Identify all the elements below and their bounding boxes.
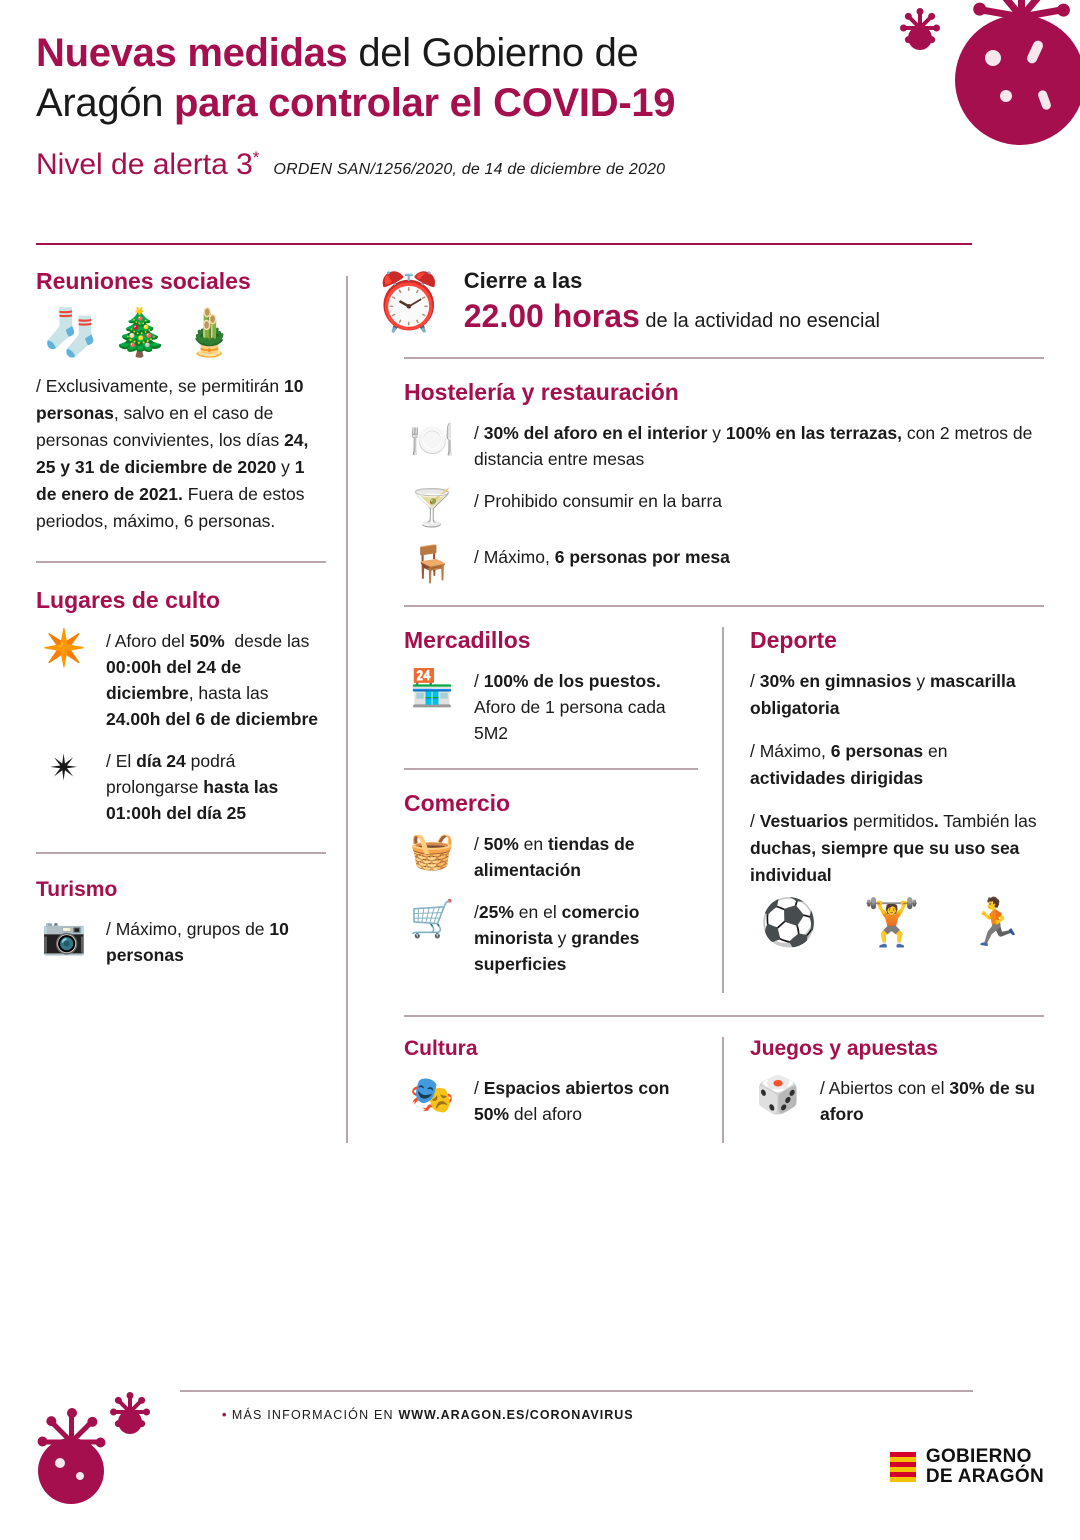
footer-note-prefix: MÁS INFORMACIÓN EN <box>231 1408 399 1422</box>
four-point-star-icon: ✴ <box>48 747 80 788</box>
bottom-split <box>374 1037 1044 1143</box>
section-title-cultura: Cultura <box>404 1037 478 1061</box>
page-title <box>36 28 876 128</box>
market-stall-icon: 🏪 <box>409 667 455 709</box>
left-divider-2 <box>36 852 326 854</box>
commerce-item-1-text: / 50% en tiendas de alimentación <box>474 834 635 881</box>
government-logo-line-1: GOBIERNO <box>925 1446 1032 1467</box>
page-header <box>36 28 876 182</box>
star-burst-icon: ✴️ <box>41 627 87 668</box>
left-divider-1 <box>36 561 326 563</box>
right-column <box>348 268 1044 1143</box>
camera-icon: 📷 <box>41 915 87 956</box>
section-title-deporte: Deporte <box>750 627 837 654</box>
alert-level-asterisk: * <box>252 148 260 167</box>
middle-left-column <box>374 627 722 993</box>
dice-stack-icon: 🎲 <box>755 1074 801 1116</box>
hospitality-item-2-text: / Prohibido consumir en la barra <box>474 491 723 511</box>
weightlifting-icon: 🏋️ <box>863 896 921 949</box>
middle-left-divider <box>404 768 698 770</box>
culture-item <box>404 1075 698 1127</box>
hospitality-item-1-text: / 30% del aforo en el interior y 100% en las terrazas, con 2 metros de distancia entre mesas <box>474 423 1033 469</box>
middle-split <box>374 627 1044 993</box>
government-logo-line-2: DE ARAGÓN <box>925 1466 1044 1487</box>
footer-note <box>222 1408 634 1422</box>
left-column <box>36 268 346 1143</box>
closing-line-2-rest: de la actividad no esencial <box>639 310 880 332</box>
gambling-text: / Abiertos con el 30% de su aforo <box>820 1078 1035 1125</box>
footer-url[interactable]: WWW.ARAGON.ES/CORONAVIRUS <box>398 1408 634 1422</box>
worship-item-2 <box>36 748 326 826</box>
worship-item-1-text: / Aforo del 50% desde las 00:00h del 24 de diciembre, hasta las 24.00h del 6 de diciembre <box>106 631 319 729</box>
closing-line-2 <box>464 298 880 335</box>
theatre-masks-icon: 🎭 <box>409 1074 455 1116</box>
section-title-juegos: Juegos y apuestas <box>750 1037 938 1061</box>
gambling-block <box>724 1037 1044 1143</box>
alert-level-text: Nivel de alerta 3 <box>36 148 253 181</box>
commerce-item-2 <box>404 899 698 977</box>
virus-illustration-bottom-left <box>10 1400 140 1540</box>
aragon-flag-icon <box>890 1452 916 1482</box>
section-title-lugares-de-culto: Lugares de culto <box>36 587 221 613</box>
right-divider-3 <box>404 1015 1044 1017</box>
section-title-reuniones-sociales: Reuniones sociales <box>36 268 251 294</box>
food-tray-icon: 🍽️ <box>409 419 455 460</box>
footer-bullet: • <box>222 1408 228 1422</box>
footer-divider <box>180 1390 973 1392</box>
shopping-cart-icon: 🛒 <box>409 898 455 940</box>
hospitality-item-3-text: / Máximo, 6 personas por mesa <box>474 546 730 567</box>
government-logo <box>890 1447 1044 1487</box>
gambling-item <box>750 1075 1044 1127</box>
culture-block <box>374 1037 722 1143</box>
title-plain-1: del Gobierno de <box>347 31 639 75</box>
sport-item-1: / 30% en gimnasios y mascarilla obligatoria <box>750 671 1016 719</box>
right-divider-2 <box>404 605 1044 607</box>
header-divider <box>36 243 972 245</box>
commerce-item-1 <box>404 831 698 883</box>
content-grid <box>36 268 1044 1143</box>
hospitality-item-1 <box>404 420 1044 472</box>
section-title-turismo: Turismo <box>36 878 118 901</box>
sport-illustrations <box>760 896 1044 949</box>
virus-illustration-small-top <box>890 8 950 68</box>
right-divider-1 <box>404 357 1044 359</box>
closing-line-1: Cierre a las <box>463 268 583 293</box>
markets-text: / 100% de los puestos. Aforo de 1 persona cada 5M2 <box>474 671 666 744</box>
title-plain-2: Aragón <box>36 81 174 125</box>
cocktail-icon: 🍸 <box>409 487 455 528</box>
soccer-ball-icon: ⚽ <box>760 896 818 949</box>
middle-right-column <box>724 627 1044 993</box>
sport-item-3: / Vestuarios permitidos. También las duchas, siempre que su uso sea individual <box>750 811 1037 886</box>
hospitality-block <box>374 379 1044 583</box>
sport-item-2: / Máximo, 6 personas en actividades dirigidas <box>750 741 948 789</box>
title-highlight-1: Nuevas medidas <box>36 31 348 75</box>
subtitle-row <box>36 148 876 182</box>
christmas-bauble-icon: 🎍 <box>180 306 238 358</box>
culture-text: / Espacios abiertos con 50% del aforo <box>474 1078 670 1125</box>
christmas-stocking-icon: 🧦 <box>42 306 100 358</box>
christmas-tree-icon: 🎄 <box>111 306 169 358</box>
virus-illustration-top-right <box>900 0 1080 220</box>
worship-item-2-text: / El día 24 podrá prolongarse hasta las 01:00h del día 25 <box>106 751 279 823</box>
title-highlight-2: para controlar el COVID-19 <box>174 81 676 125</box>
closing-time-value: 22.00 horas <box>463 298 640 334</box>
section-title-mercadillos: Mercadillos <box>404 627 531 654</box>
hospitality-item-3 <box>404 544 1044 584</box>
social-illustrations <box>42 306 326 358</box>
alarm-clock-icon: ⏰ <box>374 269 444 333</box>
section-title-hosteleria: Hostelería y restauración <box>404 379 679 405</box>
closing-time-banner <box>374 268 1044 335</box>
virus-illustration-bottom-left-small <box>98 1390 162 1454</box>
government-logo-text <box>926 1447 1044 1487</box>
worship-item-1 <box>36 628 326 732</box>
commerce-item-2-text: /25% en el comercio minorista y grandes superficies <box>474 902 640 975</box>
markets-item <box>404 668 698 746</box>
shopping-basket-icon: 🧺 <box>409 830 455 872</box>
social-text: / Exclusivamente, se permitirán 10 personas, salvo en el caso de personas convivientes, los días 24, 25 y 31 de diciembre de 2020 y 1 de enero de 2021. Fuera de estos periodos, máximo, 6 personas. <box>36 376 309 531</box>
tourism-text: / Máximo, grupos de 10 personas <box>106 919 289 965</box>
table-chairs-icon: 🪑 <box>409 542 455 584</box>
closing-time-text <box>464 268 880 335</box>
running-icon: 🏃 <box>966 896 1024 949</box>
alert-level <box>36 148 259 182</box>
section-title-comercio: Comercio <box>404 790 511 817</box>
order-reference: ORDEN SAN/1256/2020, de 14 de diciembre de 2020 <box>273 161 666 178</box>
tourism-item <box>36 916 326 968</box>
hospitality-item-2 <box>404 488 1044 528</box>
